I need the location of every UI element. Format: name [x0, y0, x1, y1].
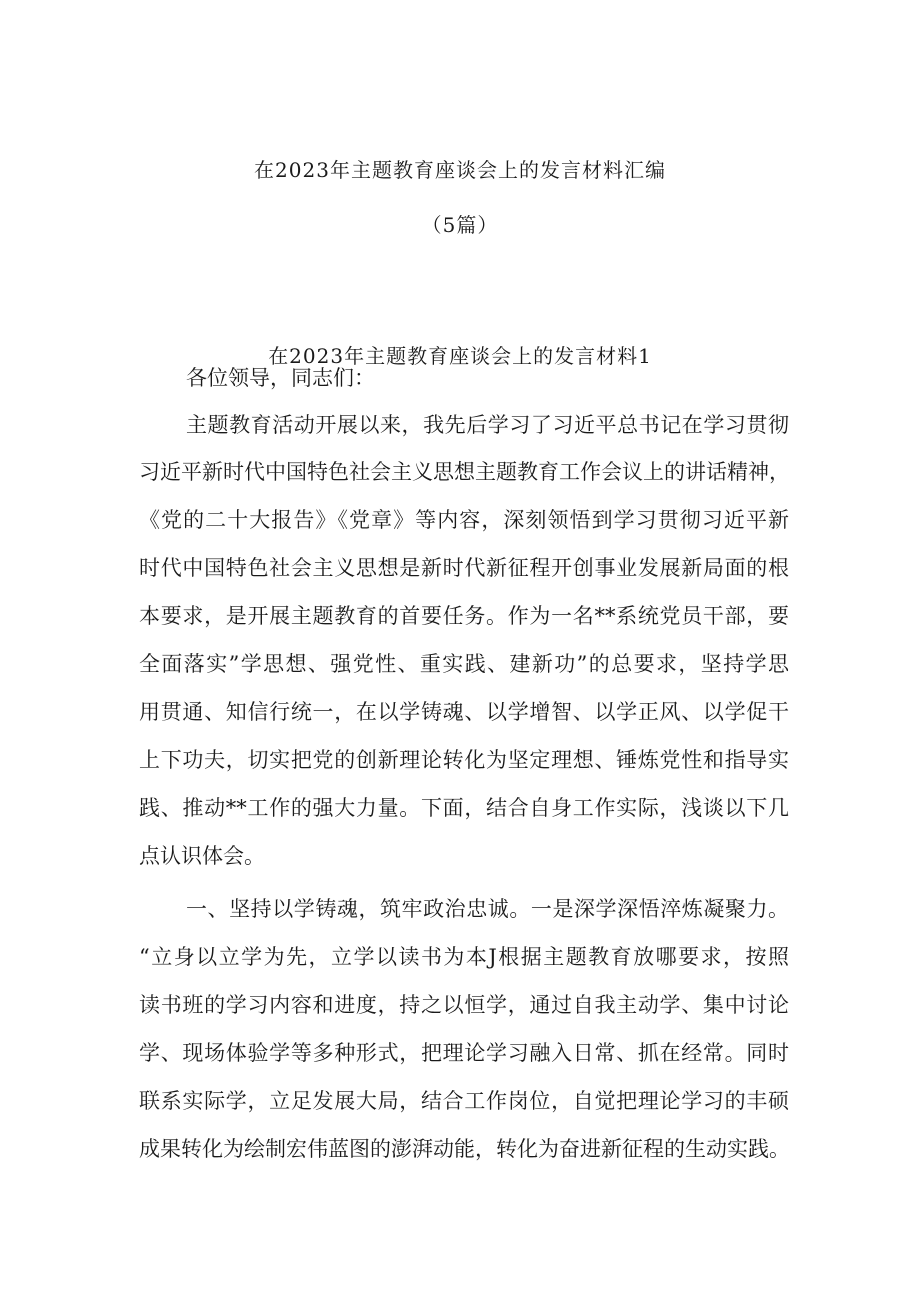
paragraph-line: 上下功夫，切实把党的创新理论转化为坚定理想、锤炼党性和指导实: [139, 748, 789, 772]
paragraph-line: 主题教育活动开展以来，我先后学习了习近平总书记在学习贯彻: [186, 413, 789, 437]
paragraph-line: 学、现场体验学等多种形式，把理论学习融入日常、抓在经常。同时: [139, 1041, 789, 1065]
paragraph-line: 本要求，是开展主题教育的首要任务。作为一名**系统党员干部，要: [139, 604, 789, 628]
paragraph-line: 点认识体会。: [139, 844, 265, 868]
paragraph-line: 习近平新时代中国特色社会主义思想主题教育工作会议上的讲话精神，: [139, 460, 790, 484]
paragraph-line: 《党的二十大报告》《党章》等内容，深刻领悟到学习贯彻习近平新: [139, 508, 789, 532]
article-title: 在2023年主题教育座谈会上的发言材料1: [268, 344, 652, 368]
greeting: 各位领导，同志们：: [186, 366, 375, 390]
paragraph-line: 联系实际学，立足发展大局，结合工作岗位，自觉把理论学习的丰硕: [139, 1089, 789, 1113]
document-subtitle: （5篇）: [421, 213, 499, 237]
paragraph-line: 成果转化为绘制宏伟蓝图的澎湃动能，转化为奋进新征程的生动实践。: [139, 1137, 790, 1161]
paragraph-line: 读书班的学习内容和进度，持之以恒学，通过自我主动学、集中讨论: [139, 993, 789, 1017]
paragraph-line: 用贯通、知信行统一，在以学铸魂、以学增智、以学正风、以学促干: [139, 700, 789, 724]
paragraph-line: 一、坚持以学铸魂，筑牢政治忠诚。一是深学深悟淬炼凝聚力。: [186, 897, 789, 921]
paragraph-line: 全面落实”学思想、强党性、重实践、建新功”的总要求，坚持学思: [139, 652, 789, 676]
paragraph-line: 践、推动**工作的强大力量。下面，结合自身工作实际，浅谈以下几: [139, 796, 789, 820]
paragraph-line: 时代中国特色社会主义思想是新时代新征程开创事业发展新局面的根: [139, 556, 789, 580]
paragraph-line: “立身以立学为先，立学以读书为本J根据主题教育放哪要求，按照: [139, 945, 789, 969]
document-title: 在2023年主题教育座谈会上的发言材料汇编: [254, 158, 666, 182]
